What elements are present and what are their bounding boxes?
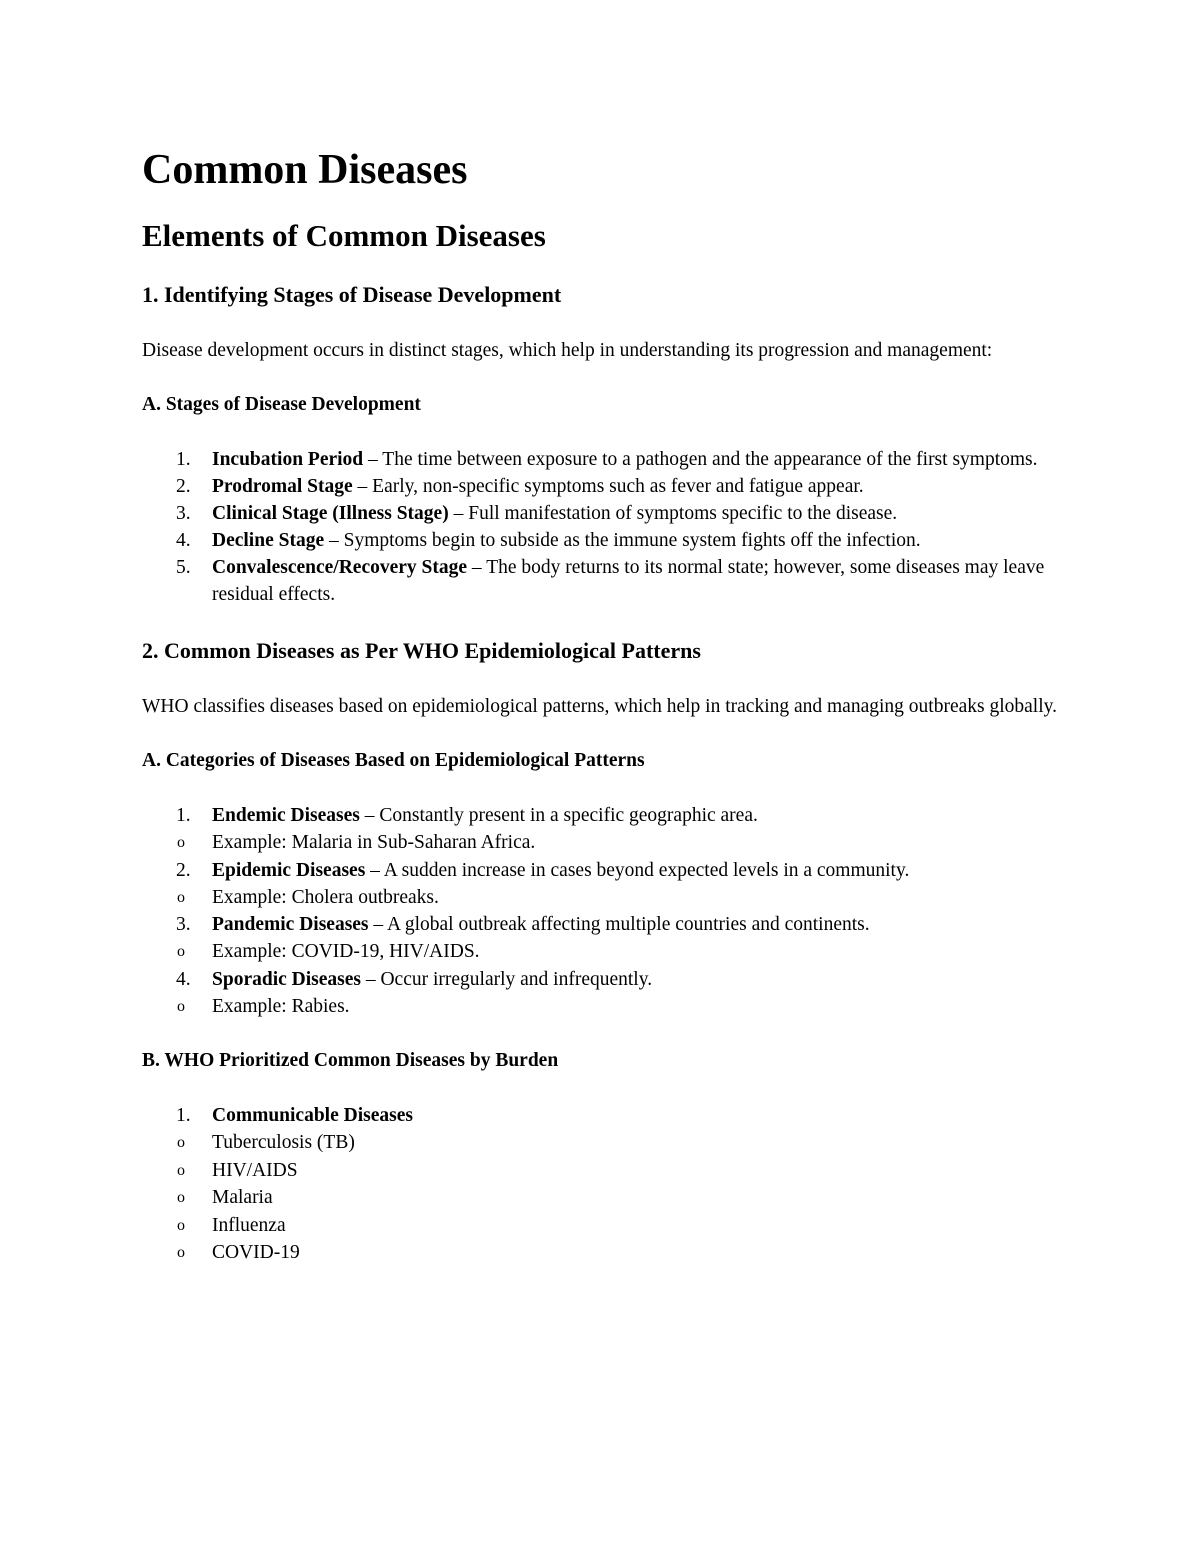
item-term: Communicable Diseases (212, 1105, 413, 1126)
section-2-subheading-b: B. WHO Prioritized Common Diseases by Burden (142, 1050, 559, 1071)
bullet-icon: o (177, 888, 185, 906)
bullet-icon: o (177, 1134, 185, 1151)
list-number: 1. (176, 1105, 191, 1126)
item-description: – Occur irregularly and infrequently. (360, 968, 653, 990)
item-description: – Full manifestation of symptoms specific to the disease. (448, 503, 898, 524)
bullet-icon: o (177, 1189, 185, 1206)
disease-name: Influenza (212, 1214, 286, 1236)
list-item (142, 911, 1072, 966)
disease-name: Malaria (212, 1187, 273, 1208)
item-description: – The body returns to its normal state; however, some diseases may leave residual effects. (212, 557, 1045, 605)
list-item (142, 857, 1072, 912)
item-term: Pandemic Diseases (212, 914, 369, 935)
disease-name: HIV/AIDS (212, 1159, 298, 1181)
section-2-intro: WHO classifies diseases based on epidemiological patterns, which help in tracking and managing outbreaks globally. (142, 696, 1057, 717)
list-item (142, 802, 1072, 857)
bullet-icon: o (177, 1244, 185, 1261)
sub-list-item (142, 829, 1072, 857)
sub-list-item (142, 1239, 1072, 1267)
sub-list-item (142, 938, 1072, 966)
sub-list-item (142, 884, 1072, 912)
item-description: – The time between exposure to a pathogen and the appearance of the first symptoms. (363, 449, 1038, 470)
document-subtitle: Elements of Common Diseases (142, 218, 546, 253)
bullet-icon: o (177, 1216, 185, 1234)
sub-list-item (142, 1212, 1072, 1240)
sub-list-item (142, 1129, 1072, 1157)
sub-list (142, 938, 1072, 966)
list-number: 2. (176, 859, 191, 881)
item-description: – Constantly present in a specific geographic area. (359, 805, 758, 826)
sub-list-item (142, 1157, 1072, 1185)
stages-list (142, 446, 1072, 608)
example-text: Example: Cholera outbreaks. (212, 886, 439, 908)
list-item (142, 1102, 1072, 1267)
example-text: Example: Rabies. (212, 995, 350, 1017)
bullet-icon: o (177, 834, 185, 851)
bullet-icon: o (177, 997, 185, 1015)
list-number: 2. (176, 476, 191, 497)
list-item (142, 473, 1072, 500)
item-term: Convalescence/Recovery Stage (212, 557, 468, 578)
item-term: Decline Stage (212, 530, 325, 551)
bullet-icon: o (177, 1161, 185, 1179)
categories-list (142, 802, 1072, 1020)
item-term: Sporadic Diseases (212, 968, 361, 990)
sub-list (142, 884, 1072, 912)
document-title: Common Diseases (142, 147, 468, 193)
sub-list (142, 993, 1072, 1021)
sub-list (142, 1129, 1072, 1267)
example-text: Example: COVID-19, HIV/AIDS. (212, 941, 480, 962)
item-description: – Symptoms begin to subside as the immune system fights off the infection. (324, 530, 921, 551)
list-number: 4. (176, 530, 191, 551)
item-term: Epidemic Diseases (212, 859, 366, 881)
section-1-heading: 1. Identifying Stages of Disease Development (142, 282, 562, 307)
disease-name: Tuberculosis (TB) (212, 1132, 355, 1153)
item-description: – A sudden increase in cases beyond expected levels in a community. (365, 859, 910, 881)
list-number: 1. (176, 805, 191, 826)
section-1-intro: Disease development occurs in distinct stages, which help in understanding its progression and management: (142, 340, 993, 361)
section-2-heading: 2. Common Diseases as Per WHO Epidemiological Patterns (142, 638, 701, 663)
sub-list-item (142, 1184, 1072, 1212)
item-term: Incubation Period (212, 449, 364, 470)
list-number: 4. (176, 968, 191, 990)
list-item (142, 527, 1072, 554)
list-item (142, 554, 1072, 608)
list-number: 3. (176, 914, 191, 935)
list-number: 1. (176, 449, 191, 470)
burden-list (142, 1102, 1072, 1267)
section-2-subheading-a: A. Categories of Diseases Based on Epidemiological Patterns (142, 750, 645, 771)
item-term: Prodromal Stage (212, 476, 353, 497)
item-description: – Early, non-specific symptoms such as fever and fatigue appear. (352, 476, 864, 497)
sub-list-item (142, 993, 1072, 1021)
list-item (142, 966, 1072, 1021)
section-1-subheading: A. Stages of Disease Development (142, 394, 421, 415)
list-number: 3. (176, 503, 191, 524)
list-number: 5. (176, 557, 191, 578)
document-page (142, 128, 1072, 1267)
disease-name: COVID-19 (212, 1242, 300, 1263)
list-item (142, 500, 1072, 527)
list-item (142, 446, 1072, 473)
sub-list (142, 829, 1072, 857)
bullet-icon: o (177, 943, 185, 960)
item-description: – A global outbreak affecting multiple countries and continents. (368, 914, 870, 935)
item-term: Clinical Stage (Illness Stage) (212, 503, 449, 524)
example-text: Example: Malaria in Sub-Saharan Africa. (212, 832, 536, 853)
item-term: Endemic Diseases (212, 805, 360, 826)
